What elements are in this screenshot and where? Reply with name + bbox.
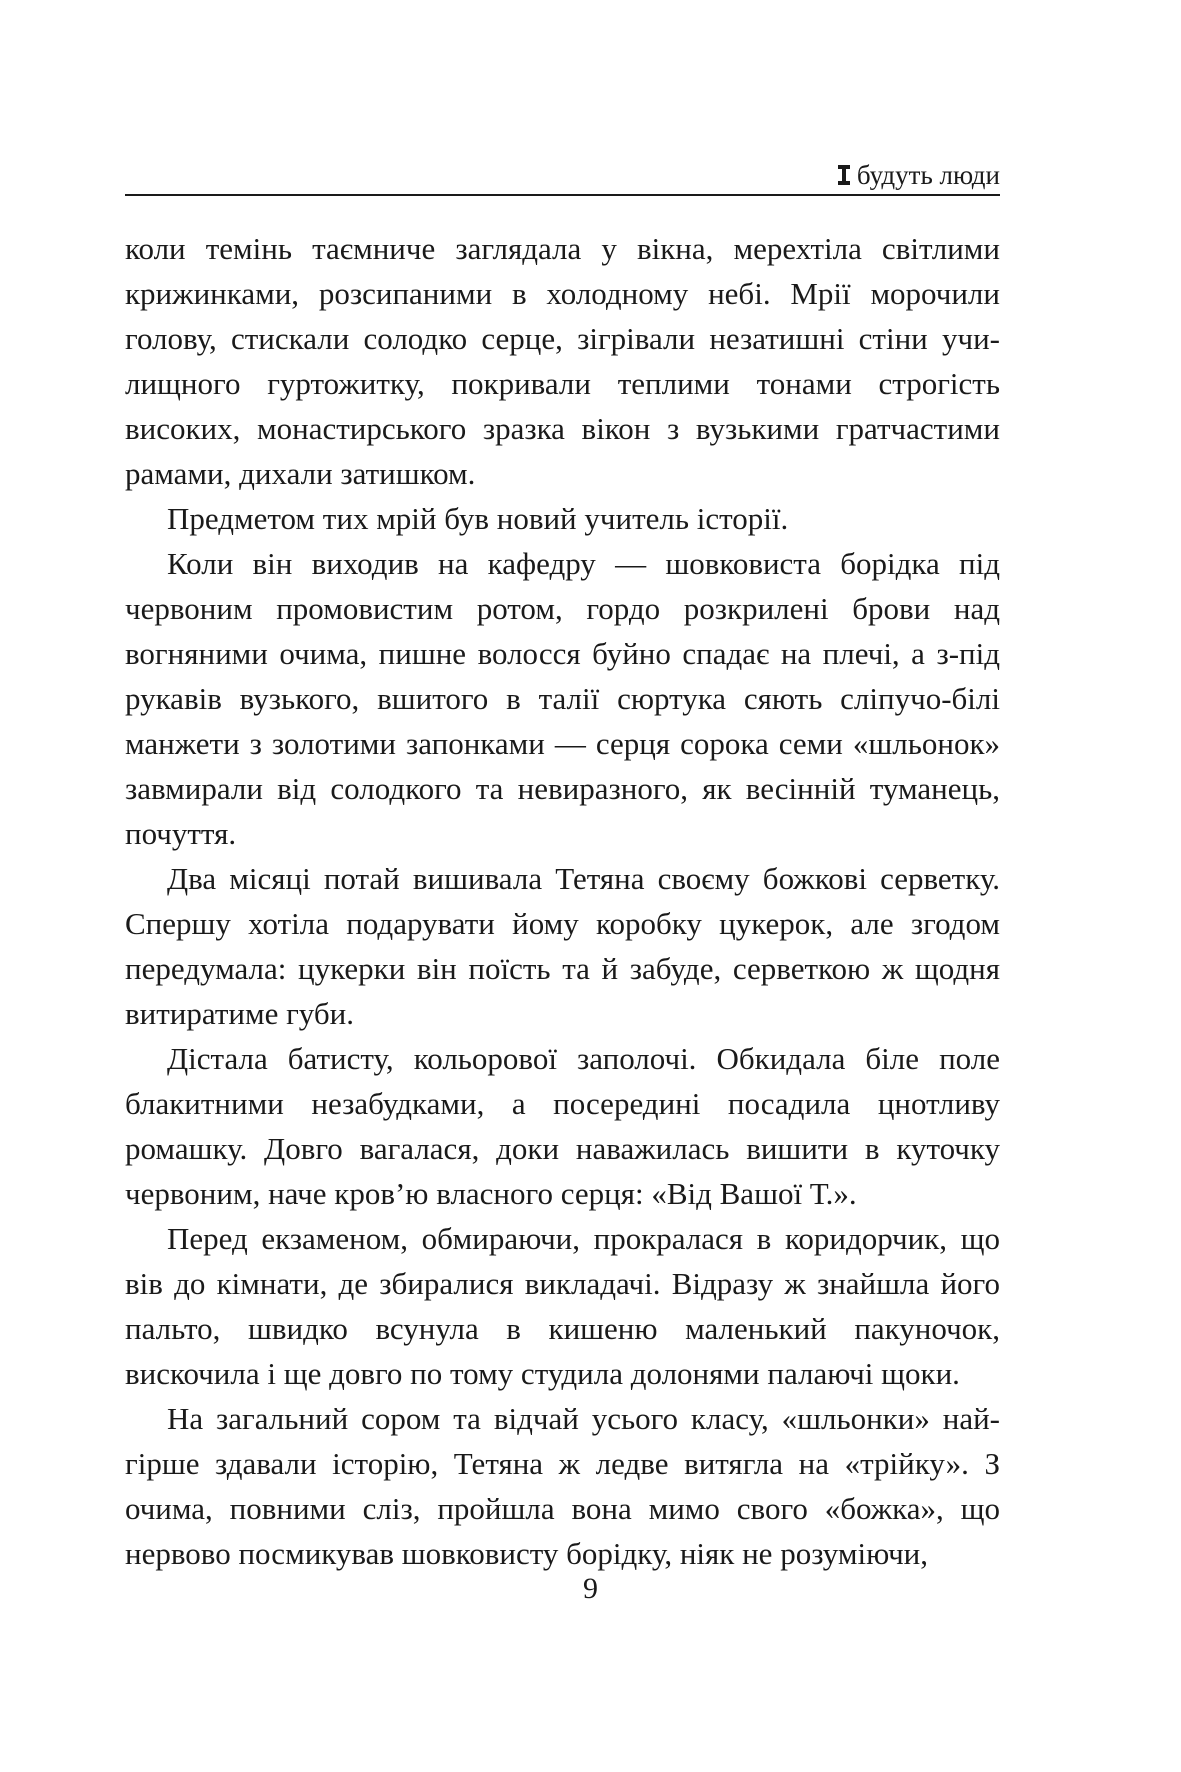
body-text bbox=[125, 226, 1000, 1576]
paragraph: Предметом тих мрій був новий учитель історії. bbox=[167, 501, 789, 536]
paragraph: Дістала батисту, кольорової заполочі. Обкидала біле поле блакитними незабудками, а посередині посадила цнотливу ромашку. Довго вагалася, доки наважилась вишити в куточку червоним, наче кров’ю власного серця: «Від Вашої Т.». bbox=[125, 1041, 1000, 1211]
running-header-title: будуть люди bbox=[856, 160, 1000, 190]
page-number: 9 bbox=[583, 1572, 598, 1605]
paragraph: На загальний сором та відчай усього класу, «шльонки» найгірше здавали історію, Тетяна ж ледве витягла на «трійку». З очима, повними сліз, пройшла вона мимо свого «божка», що нервово посмикував шовковисту борідку, ніяк не розуміючи, bbox=[125, 1401, 1000, 1571]
running-header bbox=[125, 158, 1000, 196]
section-ornament-icon bbox=[838, 164, 850, 186]
paragraph-continued: коли темінь таємниче заглядала у вікна, мерехтіла світлими крижинками, розсипаними в холодному небі. Мрії морочили голову, стискали солодко серце, зігрівали незатишні стіни училищного гуртожитку, покривали теплими тонами строгість високих, монастирського зразка вікон з вузькими гратчастими рамами, дихали затишком. bbox=[125, 231, 1000, 491]
paragraph: Коли він виходив на кафедру — шовковиста борідка під червоним промовистим ротом, гордо розкрилені брови над вогняними очима, пишне волосся буйно спадає на плечі, а з-під рукавів вузького, вшитого в талії сюртука сяють сліпучо-білі манжети з золотими запонками — серця сорока семи «шльонок» завмирали від солодкого та невиразного, як весінній туманець, почуття. bbox=[125, 546, 1000, 851]
paragraph: Два місяці потай вишивала Тетяна своєму божкові серветку. Спершу хотіла подарувати йому коробку цукерок, але згодом передумала: цукерки він поїсть та й забуде, серветкою ж щодня витиратиме губи. bbox=[125, 861, 1000, 1031]
running-header-content bbox=[838, 160, 1000, 190]
paragraph: Перед екзаменом, обмираючи, прокралася в коридорчик, що вів до кімнати, де збиралися викладачі. Відразу ж знайшла його пальто, швидко всунула в кишеню маленький пакуночок, вискочила і ще довго по тому студила долонями палаючі щоки. bbox=[125, 1221, 1000, 1391]
